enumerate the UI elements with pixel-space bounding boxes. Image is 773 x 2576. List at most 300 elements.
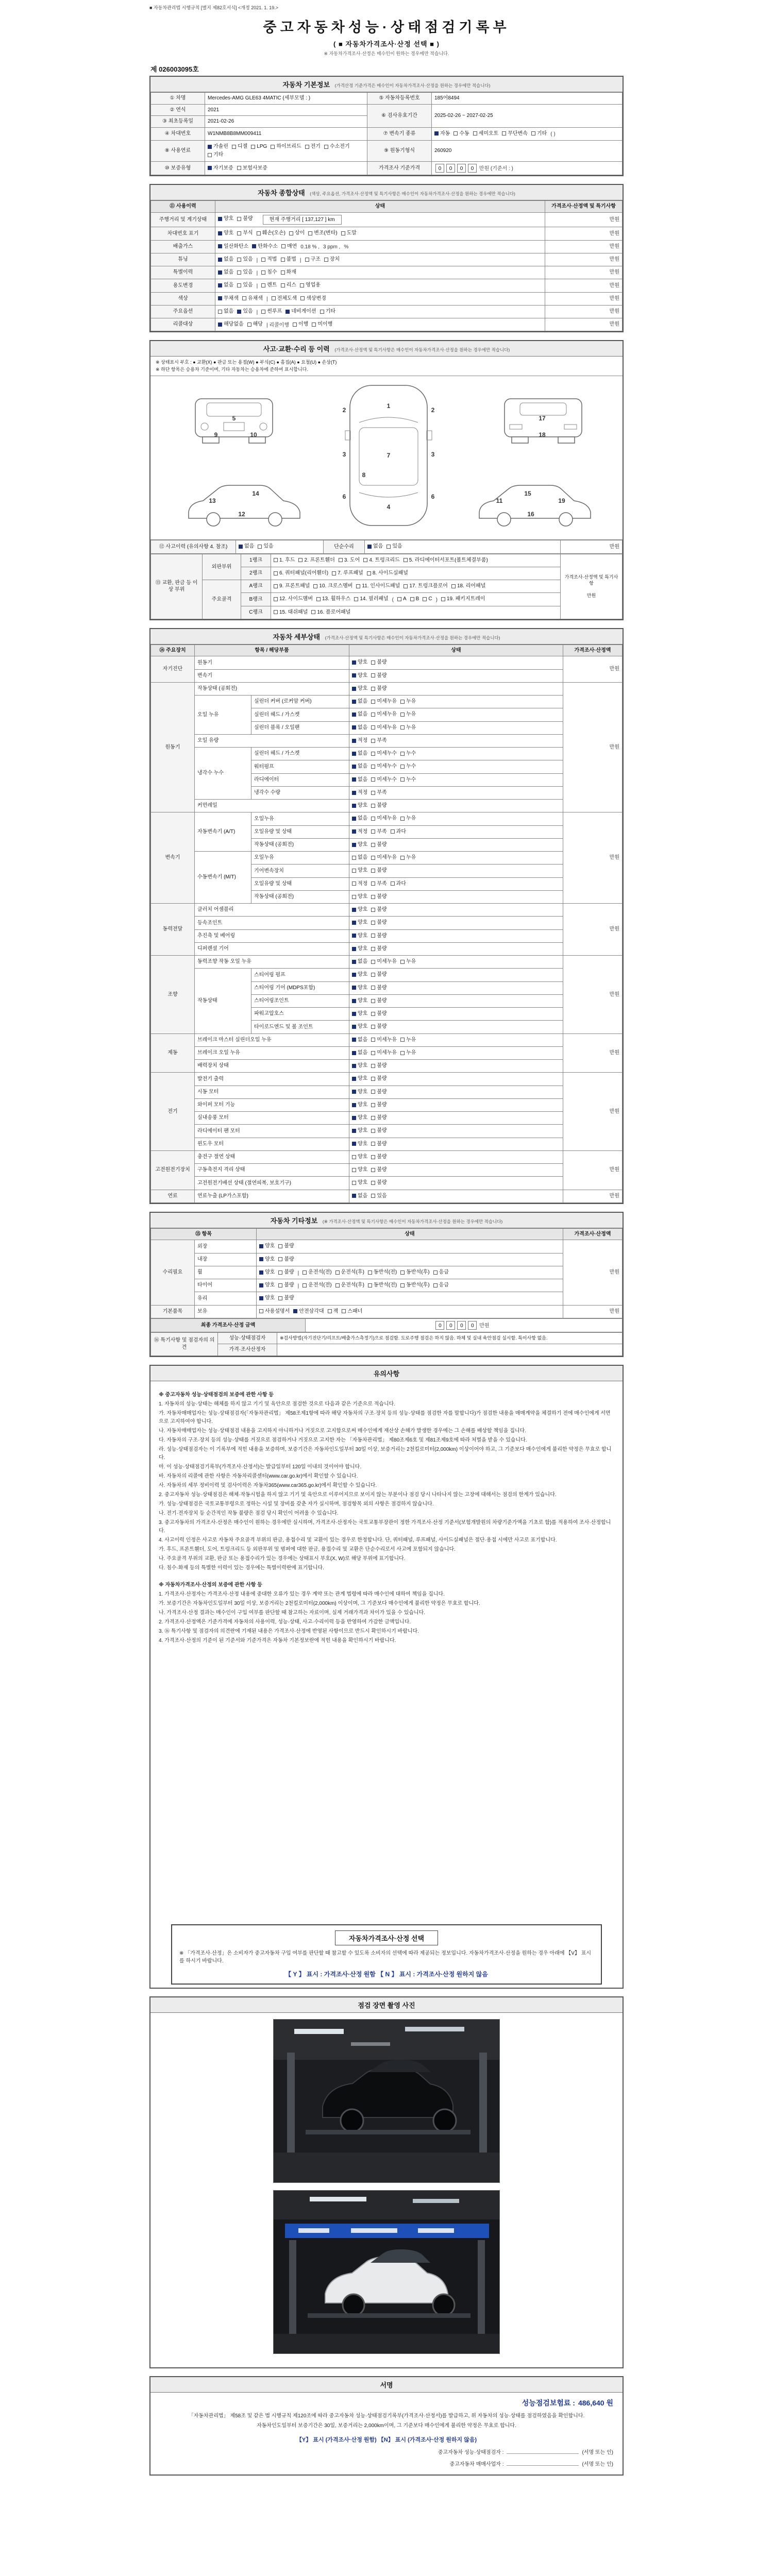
checkbox-unchecked[interactable]	[371, 906, 386, 913]
checkbox-unchecked[interactable]	[371, 698, 397, 705]
checkbox-unchecked[interactable]	[274, 583, 310, 590]
checkbox-unchecked[interactable]	[278, 1295, 294, 1302]
checkbox-label: 양호	[358, 659, 368, 666]
checkbox-unchecked[interactable]	[305, 143, 321, 150]
page-subtitle-note: ※ 자동차가격조사·산정은 매수인이 원하는 경우에만 적습니다.	[324, 51, 449, 56]
checkbox-unchecked[interactable]	[397, 596, 407, 603]
checkbox-unchecked[interactable]	[371, 659, 386, 666]
checkbox-checked[interactable]	[352, 828, 367, 836]
checkbox-box	[311, 610, 315, 614]
checkbox-checked[interactable]	[352, 724, 367, 732]
table-cell	[257, 1240, 563, 1253]
checkbox-box	[324, 145, 328, 149]
checkbox-unchecked[interactable]	[352, 867, 367, 874]
checkbox-unchecked[interactable]	[352, 893, 367, 901]
checkbox-box	[352, 1064, 356, 1068]
checkbox-unchecked[interactable]	[368, 1282, 397, 1289]
text: )	[435, 597, 438, 603]
checkbox-label: 렌트	[267, 282, 277, 289]
checkbox-label: 불량	[377, 1063, 387, 1069]
checkbox-unchecked[interactable]	[371, 711, 397, 718]
section-detail-header	[150, 629, 623, 645]
checkbox-unchecked[interactable]	[278, 1269, 294, 1276]
checkbox-unchecked[interactable]	[274, 596, 313, 603]
checkbox-unchecked[interactable]	[261, 256, 277, 263]
checkbox-checked[interactable]	[218, 243, 248, 250]
checkbox-label: 누유	[406, 724, 416, 731]
checkbox-unchecked[interactable]	[247, 321, 263, 328]
checkbox-unchecked[interactable]	[451, 583, 485, 590]
checkbox-checked[interactable]	[285, 308, 316, 315]
table-cell: 오일유량 및 상태	[251, 877, 349, 890]
checkbox-unchecked[interactable]	[371, 1193, 386, 1200]
checkbox-label: 있음	[243, 269, 253, 275]
signer-dealer-suffix: (서명 또는 인)	[582, 2461, 613, 2467]
checkbox-unchecked[interactable]	[356, 583, 400, 590]
checkbox-unchecked[interactable]	[352, 854, 367, 861]
checkbox-unchecked[interactable]	[363, 557, 399, 564]
note-line: ※ 자동차가격조사·산정의 보증에 관한 사항 등	[159, 1582, 262, 1588]
table-cell: 상태	[215, 201, 545, 213]
checkbox-box	[371, 829, 375, 834]
checkbox-label: 불량	[377, 868, 387, 874]
checkbox-checked[interactable]	[367, 543, 383, 550]
checkbox-checked[interactable]	[352, 1037, 367, 1044]
checkbox-checked[interactable]	[352, 906, 367, 913]
checkbox-box	[386, 545, 391, 549]
checkbox-unchecked[interactable]	[441, 596, 485, 603]
checkbox-unchecked[interactable]	[368, 1269, 397, 1276]
checkbox-unchecked[interactable]	[410, 596, 419, 603]
checkbox-unchecked[interactable]	[281, 269, 296, 276]
checkbox-unchecked[interactable]	[371, 933, 386, 940]
checkbox-unchecked[interactable]	[371, 867, 386, 874]
note-line: 나. 전기·전자장치 등 순간적인 작동 불량은 점검 당시 확인이 어려울 수 있습니다.	[159, 1510, 339, 1516]
checkbox-unchecked[interactable]	[531, 130, 547, 138]
checkbox-unchecked[interactable]	[400, 711, 416, 718]
checkbox-unchecked[interactable]	[313, 583, 352, 590]
checkbox-unchecked[interactable]	[371, 802, 386, 809]
table-cell: 실린더 헤드 / 가스켓	[251, 708, 349, 721]
checkbox-checked[interactable]	[352, 919, 367, 926]
checkbox-label: 세미오토	[478, 130, 499, 137]
checkbox-box	[232, 145, 236, 149]
checkbox-checked[interactable]	[352, 1141, 367, 1148]
checkbox-box	[391, 882, 395, 886]
checkbox-unchecked[interactable]	[281, 256, 296, 263]
checkbox-box	[300, 283, 304, 287]
checkbox-unchecked[interactable]	[371, 841, 386, 849]
checkbox-unchecked[interactable]	[303, 1269, 331, 1276]
table-cell: 가격조사·산정액 및 특기사항 만원	[561, 554, 623, 619]
checkbox-unchecked[interactable]	[371, 1154, 386, 1161]
checkbox-unchecked[interactable]	[289, 230, 305, 237]
checkbox-checked[interactable]	[293, 1308, 324, 1315]
checkbox-checked[interactable]	[352, 945, 367, 953]
checkbox-box	[352, 1116, 356, 1120]
checkbox-unchecked[interactable]	[371, 815, 397, 822]
checkbox-box	[352, 1038, 356, 1042]
checkbox-box	[453, 131, 458, 135]
checkbox-unchecked[interactable]	[335, 1282, 364, 1289]
checkbox-checked[interactable]	[259, 1256, 275, 1263]
checkbox-unchecked[interactable]	[433, 1282, 449, 1289]
table-cell	[349, 981, 563, 994]
checkbox-unchecked[interactable]	[232, 143, 247, 150]
checkbox-box	[371, 999, 375, 1003]
checkbox-checked[interactable]	[352, 802, 367, 809]
checkbox-unchecked[interactable]	[371, 1037, 397, 1044]
checkbox-checked[interactable]	[352, 776, 367, 784]
checkbox-checked[interactable]	[352, 659, 367, 666]
checkbox-checked[interactable]	[218, 282, 233, 289]
checkbox-unchecked[interactable]	[316, 596, 350, 603]
checkbox-checked[interactable]	[352, 1114, 367, 1122]
checkbox-box	[352, 829, 356, 834]
table-cell: 작동상태 (공회전)	[251, 838, 349, 851]
checkbox-unchecked[interactable]	[371, 789, 386, 796]
checkbox-unchecked[interactable]	[371, 985, 386, 992]
checkbox-checked[interactable]	[218, 215, 233, 223]
checkbox-unchecked[interactable]	[386, 543, 402, 550]
checkbox-unchecked[interactable]	[237, 215, 253, 223]
checkbox-unchecked[interactable]	[371, 1127, 386, 1134]
checkbox-unchecked[interactable]	[371, 919, 386, 926]
checkbox-unchecked[interactable]	[237, 165, 267, 172]
checkbox-box	[341, 231, 345, 235]
checkbox-unchecked[interactable]	[259, 1308, 290, 1315]
checkbox-box	[352, 1077, 356, 1081]
checkbox-unchecked[interactable]	[352, 1166, 367, 1174]
checkbox-checked[interactable]	[239, 543, 254, 550]
checkbox-unchecked[interactable]	[371, 763, 397, 770]
checkbox-checked[interactable]	[352, 958, 367, 965]
table-cell	[349, 773, 563, 786]
checkbox-unchecked[interactable]	[274, 609, 308, 616]
checkbox-checked[interactable]	[352, 1127, 367, 1134]
table-cell	[349, 656, 563, 669]
checkbox-label: 미세누유	[377, 959, 397, 964]
checkbox-checked[interactable]	[218, 256, 233, 263]
checkbox-label: 불량	[377, 1115, 387, 1121]
section-detailed-condition	[149, 628, 624, 1204]
checkbox-unchecked[interactable]	[303, 1282, 331, 1289]
table-cell	[349, 760, 563, 773]
checkbox-checked[interactable]	[259, 1243, 275, 1250]
signer-inspector-label: 중고자동차 성능·상태점검자 :	[438, 2449, 504, 2455]
checkbox-unchecked[interactable]	[371, 828, 386, 836]
checkbox-unchecked[interactable]	[502, 130, 528, 138]
checkbox-checked[interactable]	[352, 698, 367, 705]
checkbox-checked[interactable]	[259, 1269, 275, 1276]
checkbox-unchecked[interactable]	[473, 130, 499, 138]
checkbox-unchecked[interactable]	[278, 1256, 294, 1263]
checkbox-unchecked[interactable]	[367, 570, 408, 577]
text: |	[297, 1283, 299, 1289]
checkbox-checked[interactable]	[352, 685, 367, 692]
checkbox-box	[218, 258, 222, 262]
checkbox-unchecked[interactable]	[400, 750, 416, 757]
checkbox-checked[interactable]	[218, 321, 244, 328]
checkbox-label: 사용설명서	[265, 1308, 290, 1314]
checkbox-checked[interactable]	[352, 1062, 367, 1070]
checkbox-unchecked[interactable]	[251, 143, 267, 150]
checkbox-unchecked[interactable]	[423, 596, 432, 603]
table-cell	[349, 865, 563, 877]
checkbox-checked[interactable]	[208, 143, 228, 150]
checkbox-checked[interactable]	[352, 1089, 367, 1096]
checkbox-unchecked[interactable]	[257, 230, 285, 237]
checkbox-checked[interactable]	[352, 763, 367, 770]
signer-inspector-suffix: (서명 또는 인)	[582, 2449, 613, 2455]
checkbox-unchecked[interactable]	[324, 143, 350, 150]
checkbox-unchecked[interactable]	[400, 958, 416, 965]
table-cell: 고전원전기배선 상태 (절연피복, 보호기구)	[195, 1177, 349, 1190]
checkbox-unchecked[interactable]	[278, 1243, 294, 1250]
checkbox-unchecked[interactable]	[237, 282, 253, 289]
checkbox-checked[interactable]	[259, 1295, 275, 1302]
table-cell: 파워고압호스	[251, 1008, 349, 1021]
checkbox-checked[interactable]	[352, 1101, 367, 1109]
checkbox-label: 2. 프론트휀더	[304, 557, 335, 563]
checkbox-label: 양호	[358, 985, 368, 991]
checkbox-unchecked[interactable]	[404, 557, 488, 564]
checkbox-checked[interactable]	[352, 1010, 367, 1018]
checkbox-unchecked[interactable]	[453, 130, 469, 138]
checkbox-box	[352, 687, 356, 691]
checkbox-checked[interactable]	[434, 130, 450, 138]
checkbox-checked[interactable]	[352, 971, 367, 978]
checkbox-checked[interactable]	[218, 295, 239, 302]
checkbox-label: 불량	[377, 672, 387, 679]
checkbox-label: 양호	[358, 1063, 368, 1069]
fee-label: 성능점검보험료 :	[522, 2398, 575, 2407]
checkbox-label: 리스	[286, 282, 296, 289]
checkbox-label: 불량	[377, 1167, 387, 1173]
checkbox-unchecked[interactable]	[324, 256, 340, 263]
checkbox-unchecked[interactable]	[371, 958, 397, 965]
checkbox-unchecked[interactable]	[400, 1269, 429, 1276]
table-cell	[365, 540, 561, 553]
checkbox-unchecked[interactable]	[237, 256, 253, 263]
checkbox-unchecked[interactable]	[300, 282, 321, 289]
checkbox-unchecked[interactable]	[371, 1166, 386, 1174]
checkbox-checked[interactable]	[237, 308, 253, 315]
checkbox-unchecked[interactable]	[400, 1049, 416, 1057]
checkbox-unchecked[interactable]	[371, 1089, 386, 1096]
checkbox-unchecked[interactable]	[371, 1023, 386, 1030]
checkbox-unchecked[interactable]	[320, 308, 335, 315]
checkbox-label: 스패너	[347, 1308, 363, 1314]
checkbox-unchecked[interactable]	[300, 295, 326, 302]
checkbox-unchecked[interactable]	[371, 750, 397, 757]
checkbox-unchecked[interactable]	[371, 1179, 386, 1187]
checkbox-unchecked[interactable]	[281, 282, 296, 289]
checkbox-unchecked[interactable]	[371, 854, 397, 861]
checkbox-unchecked[interactable]	[339, 557, 360, 564]
table-cell: 동력전달	[151, 904, 195, 956]
checkbox-box	[208, 153, 212, 157]
checkbox-checked[interactable]	[208, 165, 233, 172]
checkbox-unchecked[interactable]	[400, 763, 416, 770]
checkbox-unchecked[interactable]	[308, 230, 337, 237]
checkbox-unchecked[interactable]	[341, 230, 357, 237]
checkbox-box	[352, 1103, 356, 1107]
svg-text:9: 9	[214, 431, 218, 439]
checkbox-unchecked[interactable]	[391, 828, 406, 836]
checkbox-unchecked[interactable]	[352, 1179, 367, 1187]
table-cell	[349, 890, 563, 903]
checkbox-unchecked[interactable]	[433, 1269, 449, 1276]
checkbox-unchecked[interactable]	[371, 685, 386, 692]
checkbox-unchecked[interactable]	[342, 1308, 362, 1315]
checkbox-box	[371, 725, 375, 730]
digit-box: 0	[446, 164, 455, 173]
checkbox-unchecked[interactable]	[400, 854, 416, 861]
checkbox-unchecked[interactable]	[371, 1075, 386, 1082]
table-cell: 윈도우 모터	[195, 1138, 349, 1150]
checkbox-checked[interactable]	[352, 1023, 367, 1030]
checkbox-checked[interactable]	[352, 711, 367, 718]
table-cell	[215, 292, 545, 305]
checkbox-unchecked[interactable]	[371, 971, 386, 978]
checkbox-unchecked[interactable]	[261, 269, 277, 276]
checkbox-unchecked[interactable]	[371, 724, 397, 732]
checkbox-checked[interactable]	[252, 243, 278, 250]
checkbox-box	[247, 323, 251, 327]
checkbox-box	[371, 713, 375, 717]
choice-options[interactable]: 【 Y 】 표시 : 가격조사·산정 원함 【 N 】 표시 : 가격조사·산정 원하지 않음	[285, 1970, 488, 1978]
checkbox-unchecked[interactable]	[352, 880, 367, 888]
signer-inspector-signature-blank[interactable]	[507, 2453, 579, 2454]
checkbox-unchecked[interactable]	[328, 1308, 339, 1315]
signer-dealer-signature-blank[interactable]	[507, 2465, 579, 2466]
checkbox-unchecked[interactable]	[404, 583, 448, 590]
section-overall-header	[150, 185, 623, 200]
checkbox-unchecked[interactable]	[400, 698, 416, 705]
checkbox-unchecked[interactable]	[274, 570, 328, 577]
checkbox-checked[interactable]	[352, 815, 367, 822]
checkbox-unchecked[interactable]	[258, 543, 273, 550]
text: 3 ppm ,	[323, 244, 341, 250]
checkbox-checked[interactable]	[352, 997, 367, 1005]
checkbox-label: C	[428, 596, 432, 602]
checkbox-box	[371, 882, 375, 886]
checkbox-unchecked[interactable]	[208, 151, 223, 159]
section-detail-title: 자동차 세부상태	[273, 633, 321, 641]
checkbox-unchecked[interactable]	[218, 308, 233, 315]
checkbox-box	[371, 908, 375, 912]
checkbox-unchecked[interactable]	[371, 1141, 386, 1148]
checkbox-unchecked[interactable]	[332, 570, 363, 577]
checkbox-unchecked[interactable]	[281, 243, 297, 250]
checkbox-unchecked[interactable]	[293, 321, 308, 328]
checkbox-unchecked[interactable]	[278, 1282, 294, 1289]
table-cell	[215, 266, 545, 279]
checkbox-unchecked[interactable]	[400, 776, 416, 784]
checkbox-unchecked[interactable]	[352, 1154, 367, 1161]
checkbox-checked[interactable]	[352, 750, 367, 757]
note-line: 가. 성능·상태점검은 국토교통부령으로 정하는 시설 및 장비를 갖춘 자가 실시하며, 점검항목 외의 사항은 점검하지 않습니다.	[159, 1501, 434, 1507]
checkbox-unchecked[interactable]	[237, 230, 253, 237]
checkbox-checked[interactable]	[352, 933, 367, 940]
checkbox-box	[278, 1283, 282, 1287]
checkbox-unchecked[interactable]	[272, 295, 297, 302]
svg-text:19: 19	[558, 497, 565, 505]
checkbox-checked[interactable]	[218, 269, 233, 276]
checkbox-unchecked[interactable]	[400, 724, 416, 732]
checkbox-unchecked[interactable]	[371, 1114, 386, 1122]
table-cell: ⑦ 변속기 종류	[367, 127, 432, 140]
checkbox-unchecked[interactable]	[335, 1269, 364, 1276]
checkbox-unchecked[interactable]	[371, 893, 386, 901]
checkbox-checked[interactable]	[218, 230, 233, 237]
checkbox-unchecked[interactable]	[274, 557, 295, 564]
checkbox-checked[interactable]	[352, 672, 367, 680]
checkbox-unchecked[interactable]	[371, 737, 386, 744]
checkbox-unchecked[interactable]	[400, 815, 416, 822]
checkbox-unchecked[interactable]	[371, 997, 386, 1005]
checkbox-unchecked[interactable]	[371, 1049, 397, 1057]
checkbox-unchecked[interactable]	[305, 256, 321, 263]
table-cell	[349, 1177, 563, 1190]
table-cell: 만원	[545, 305, 623, 318]
checkbox-unchecked[interactable]	[311, 609, 350, 616]
checkbox-checked[interactable]	[352, 1049, 367, 1057]
checkbox-unchecked[interactable]	[371, 1101, 386, 1109]
checkbox-unchecked[interactable]	[242, 295, 263, 302]
checkbox-checked[interactable]	[352, 841, 367, 849]
table-cell: 시동 모터	[195, 1086, 349, 1098]
checkbox-unchecked[interactable]	[354, 596, 388, 603]
checkbox-unchecked[interactable]	[371, 776, 397, 784]
checkbox-checked[interactable]	[352, 985, 367, 992]
checkbox-unchecked[interactable]	[400, 1037, 416, 1044]
table-cell: 오일 유량	[195, 734, 349, 747]
checkbox-unchecked[interactable]	[391, 880, 406, 888]
checkbox-label: 불량	[377, 1180, 387, 1186]
checkbox-checked[interactable]	[352, 789, 367, 796]
checkbox-unchecked[interactable]	[371, 1062, 386, 1070]
appraisal-yn-options[interactable]: 【Y】 표시 (가격조사·산정 원함) 【N】 표시 (가격조사·산정 원하지 않음)	[296, 2436, 477, 2443]
checkbox-unchecked[interactable]	[312, 321, 332, 328]
checkbox-unchecked[interactable]	[371, 880, 386, 888]
table-cell: 브레이크 마스터 실린더오일 누유	[195, 1033, 349, 1046]
checkbox-unchecked[interactable]	[400, 1282, 429, 1289]
note-line: 바. 자동차의 리콜에 관한 사항은 자동차리콜센터(www.car.go.kr)에서 확인할 수 있습니다.	[159, 1473, 358, 1479]
checkbox-unchecked[interactable]	[237, 269, 253, 276]
checkbox-checked[interactable]	[259, 1282, 275, 1289]
checkbox-label: 있음	[377, 1193, 387, 1199]
diagram-legend-line2: ※ 하단 항목은 승용차 기준이며, 기타 자동차는 승용차에 준하여 표시합니다.	[156, 366, 308, 372]
table-cell	[349, 1125, 563, 1138]
checkbox-box	[363, 558, 367, 562]
checkbox-box	[434, 131, 439, 135]
checkbox-unchecked[interactable]	[298, 557, 334, 564]
checkbox-label: 양호	[265, 1282, 275, 1288]
checkbox-unchecked[interactable]	[261, 308, 282, 315]
checkbox-label: 적정	[358, 789, 368, 795]
checkbox-checked[interactable]	[352, 1075, 367, 1082]
checkbox-unchecked[interactable]	[271, 143, 301, 150]
checkbox-unchecked[interactable]	[371, 1010, 386, 1018]
checkbox-unchecked[interactable]	[371, 945, 386, 953]
checkbox-unchecked[interactable]	[371, 672, 386, 680]
checkbox-checked[interactable]	[352, 1193, 367, 1200]
checkbox-unchecked[interactable]	[261, 282, 277, 289]
checkbox-checked[interactable]	[352, 737, 367, 744]
table-cell	[349, 942, 563, 955]
